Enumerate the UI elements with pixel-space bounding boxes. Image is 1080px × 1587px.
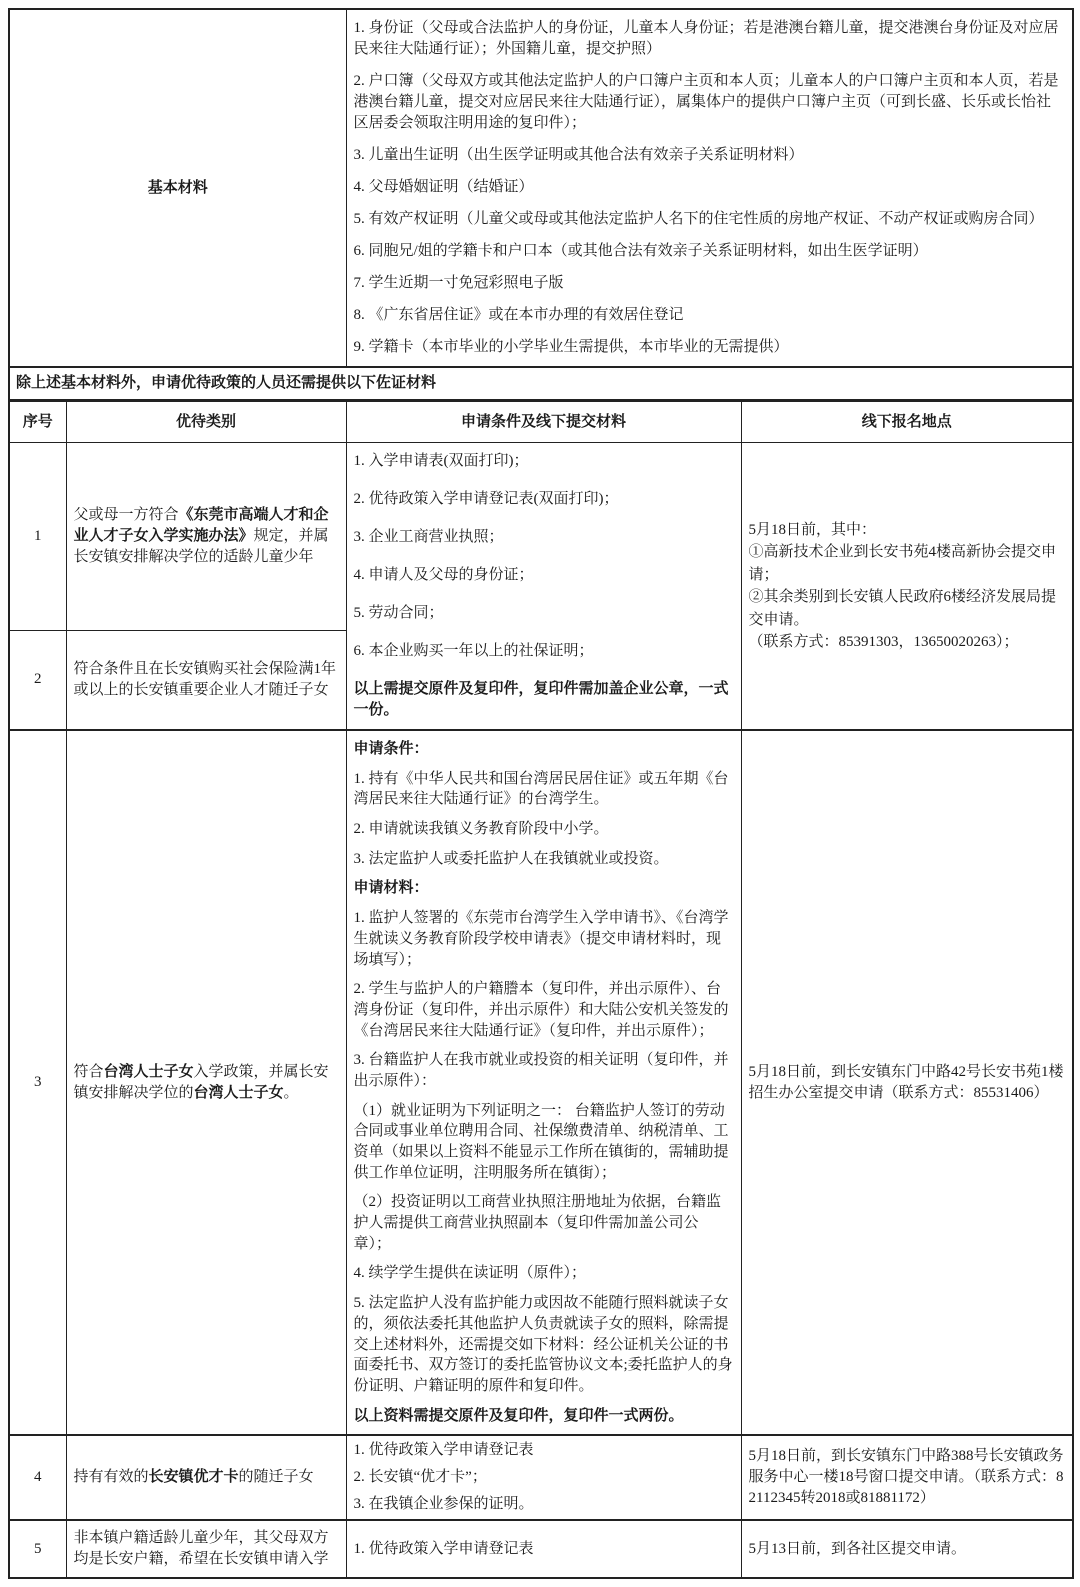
condition-item: 3. 台籍监护人在我市就业或投资的相关证明（复印件，并出示原件）： [353, 1052, 729, 1089]
row3-category-bold: 台湾人士子女 [193, 1084, 284, 1101]
row3-category-text: 符合 [73, 1063, 104, 1080]
condition-item: 1. 入学申请表(双面打印)； [353, 453, 529, 469]
row5-category: 非本镇户籍适龄儿童少年，其父母双方均是长安户籍，希望在长安镇申请入学 [66, 1520, 346, 1578]
row4-category-bold: 长安镇优才卡 [148, 1469, 239, 1486]
condition-item: 1. 优待政策入学申请登记表 [353, 1540, 534, 1557]
row1-category-text: 规定，并属长安镇安排解决学位的适龄儿童少年 [73, 527, 329, 565]
row2-category: 符合条件且在长安镇购买社会保险满1年或以上的长安镇重要企业人才随迁子女 [66, 630, 346, 730]
rows12-conditions-cell [346, 443, 741, 731]
row1-category-text: 父或母一方符合 [73, 506, 179, 523]
row4-category [66, 1435, 346, 1520]
row3-category-text: 。 [283, 1084, 299, 1101]
basic-material-item: 3. 儿童出生证明（出生医学证明或其他合法有效亲子关系证明材料） [353, 147, 804, 163]
condition-item: 3. 企业工商营业执照； [353, 529, 504, 545]
row2-seq: 2 [9, 630, 66, 730]
row1-seq: 1 [9, 443, 66, 631]
row3-category-text: 入学政策，并属长安镇安排解决学位的 [73, 1063, 329, 1101]
basic-material-item: 7. 学生近期一寸免冠彩照电子版 [353, 275, 564, 291]
condition-item: 4. 申请人及父母的身份证； [353, 567, 534, 583]
conditions-heading: 申请条件： [353, 741, 429, 757]
row3-conditions-cell [346, 730, 741, 1435]
condition-item: 2. 长安镇“优才卡”； [353, 1469, 487, 1486]
basic-materials-row [9, 9, 1073, 367]
condition-item: 2. 申请就读我镇义务教育阶段中小学。 [353, 821, 609, 838]
basic-material-item: 6. 同胞兄/姐的学籍卡和户口本（或其他合法有效亲子关系证明材料，如出生医学证明） [353, 243, 928, 259]
condition-item: 6. 本企业购买一年以上的社保证明； [353, 643, 594, 659]
row1-category-bold: 《东莞市高端人才和企业人才子女入学实施办法》 [73, 506, 329, 544]
table-row-5 [9, 1520, 1073, 1578]
basic-material-item: 1. 身份证（父母或合法监护人的身份证，儿童本人身份证；若是港澳台籍儿童，提交港澳台身份证及对应居民来往大陆通行证）；外国籍儿童，提交护照） [353, 20, 1059, 57]
row3-seq: 3 [9, 730, 66, 1435]
row5-conditions-cell [346, 1520, 741, 1578]
location-line: 5月18日前，其中： [748, 521, 877, 538]
location-line: ②其余类别到长安镇人民政府6楼经济发展局提交申请。 [748, 589, 1057, 628]
row4-category-text: 的随迁子女 [238, 1469, 314, 1486]
rows12-location-cell [741, 443, 1073, 731]
condition-item: 1. 持有《中华人民共和国台湾居民居住证》或五年期《台湾居民来往大陆通行证》的台湾学生。 [353, 770, 729, 808]
basic-material-item: 5. 有效产权证明（儿童父或母或其他法定监护人名下的住宅性质的房地产权证、不动产权证或购房合同） [353, 211, 1044, 227]
location-line: （联系方式：85391303，13650020263）； [748, 634, 1019, 650]
col-header-conditions: 申请条件及线下提交材料 [346, 401, 741, 443]
conditions-bold-note: 以上资料需提交原件及复印件，复印件一式两份。 [353, 1407, 684, 1424]
location-line: ①高新技术企业到长安书苑4楼高新协会提交申请； [748, 544, 1057, 583]
condition-item: 1. 优待政策入学申请登记表 [353, 1442, 534, 1459]
col-header-seq: 序号 [9, 401, 66, 443]
basic-material-item: 4. 父母婚姻证明（结婚证） [353, 179, 534, 195]
col-header-location: 线下报名地点 [741, 401, 1073, 443]
basic-materials-list [346, 9, 1073, 367]
condition-subitem: （1）就业证明为下列证明之一： 台籍监护人签订的劳动合同或事业单位聘用合同、社保缴费清单、纳税清单、工资单（如果以上资料不能显示工作所在镇街的，需辅助提供工作单位证明，注明服务所在镇街）； [353, 1102, 729, 1181]
row3-category-bold: 台湾人士子女 [103, 1063, 194, 1080]
condition-item: 5. 劳动合同； [353, 605, 444, 621]
section-note-row [9, 367, 1073, 401]
basic-material-item: 2. 户口簿（父母双方或其他法定监护人的户口簿户主页和本人页；儿童本人的户口簿户主页和本人页，若是港澳台籍儿童，提交对应居民来往大陆通行证），属集体户的提供户口簿户主页（可到长盛、长乐或长怡社区居委会领取注明用途的复印件）； [353, 73, 1059, 131]
condition-item: 2. 学生与监护人的户籍謄本（复印件，并出示原件）、台湾身份证（复印件，并出示原件）和大陆公安机关签发的《台湾居民来往大陆通行证》（复印件，并出示原件）； [353, 981, 729, 1039]
materials-heading: 申请材料： [353, 880, 429, 897]
row4-conditions-cell [346, 1435, 741, 1520]
basic-material-item: 8. 《广东省居住证》或在本市办理的有效居住登记 [353, 307, 684, 323]
table-row-4 [9, 1435, 1073, 1520]
condition-item: 5. 法定监护人没有监护能力或因故不能随行照料就读子女的，须依法委托其他监护人负责就读子女的照料，除需提交上述材料外，还需提交如下材料：经公证机关公证的书面委托书、双方签订的委托监管协议文本;委托监护人的身份证明、户籍证明的原件和复印件。 [353, 1295, 733, 1394]
row5-seq: 5 [9, 1520, 66, 1578]
condition-item: 2. 优待政策入学申请登记表(双面打印)； [353, 491, 619, 507]
conditions-bold-note: 以上需提交原件及复印件，复印件需加盖企业公章，一式一份。 [353, 681, 729, 718]
row1-category [66, 443, 346, 631]
table-row-3 [9, 730, 1073, 1435]
condition-item: 1. 监护人签署的《东莞市台湾学生入学申请书》、《台湾学生就读义务教育阶段学校申请表》（提交申请材料时，现场填写）； [353, 910, 729, 968]
basic-material-item: 9. 学籍卡（本市毕业的小学毕业生需提供，本市毕业的无需提供） [353, 339, 789, 355]
basic-materials-label: 基本材料 [9, 9, 346, 367]
row4-seq: 4 [9, 1435, 66, 1520]
row5-location-cell: 5月13日前，到各社区提交申请。 [741, 1520, 1073, 1578]
row4-location-cell: 5月18日前，到长安镇东门中路388号长安镇政务服务中心一楼18号窗口提交申请。（联系方式：82112345转2018或81881172） [741, 1435, 1073, 1520]
condition-subitem: （2）投资证明以工商营业执照注册地址为依据，台籍监护人需提供工商营业执照副本（复印件需加盖公司公章）； [353, 1194, 722, 1252]
row3-category [66, 730, 346, 1435]
section-note-text: 除上述基本材料外，申请优待政策的人员还需提供以下佐证材料 [9, 367, 1073, 401]
condition-item: 4. 续学学生提供在读证明（原件）； [353, 1265, 587, 1282]
condition-item: 3. 在我镇企业参保的证明。 [353, 1496, 534, 1513]
row4-category-text: 持有有效的 [73, 1469, 149, 1486]
condition-item: 3. 法定监护人或委托监护人在我镇就业或投资。 [353, 850, 669, 867]
col-header-category: 优待类别 [66, 401, 346, 443]
enrollment-materials-table [8, 8, 1074, 1579]
row3-location-cell: 5月18日前，到长安镇东门中路42号长安书苑1楼招生办公室提交申请（联系方式：85531406） [741, 730, 1073, 1435]
table-row-1 [9, 443, 1073, 631]
table-header-row [9, 401, 1073, 443]
